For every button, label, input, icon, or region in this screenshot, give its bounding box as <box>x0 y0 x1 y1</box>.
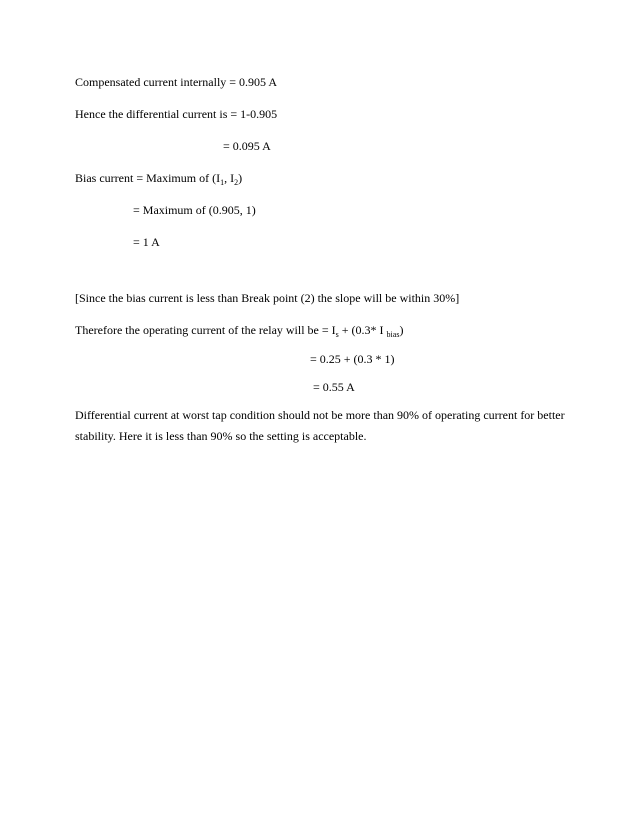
compensated-current-line: Compensated current internally = 0.905 A <box>75 75 278 89</box>
bias-result-line: = 1 A <box>133 235 160 249</box>
operating-current-result: = 0.55 A <box>313 380 355 394</box>
differential-current-result: = 0.095 A <box>223 139 271 153</box>
operating-current-suffix: ) <box>399 323 404 337</box>
slope-note-line: [Since the bias current is less than Break point (2) the slope will be within 30%] <box>75 291 460 305</box>
operating-current-line <box>75 323 403 337</box>
subscript-bias: bias <box>386 330 400 339</box>
subscript-2: 2 <box>234 178 239 187</box>
subscript-1: 1 <box>220 178 225 187</box>
bias-current-mid: , I <box>224 171 235 185</box>
bias-maximum-line: = Maximum of (0.905, 1) <box>133 203 256 217</box>
bias-current-line <box>75 171 242 185</box>
differential-current-line: Hence the differential current is = 1-0.905 <box>75 107 278 121</box>
bias-current-prefix: Bias current = Maximum of (I <box>75 171 221 185</box>
subscript-s: s <box>335 330 339 339</box>
operating-current-calc: = 0.25 + (0.3 * 1) <box>310 352 395 366</box>
operating-current-prefix: Therefore the operating current of the relay will be = I <box>75 323 336 337</box>
stability-paragraph: Differential current at worst tap condition should not be more than 90% of operating current for better stability. Here it is less than 90% so the setting is acceptable. <box>75 408 565 443</box>
bias-current-suffix: ) <box>238 171 243 185</box>
operating-current-mid: + (0.3* I <box>338 323 387 337</box>
